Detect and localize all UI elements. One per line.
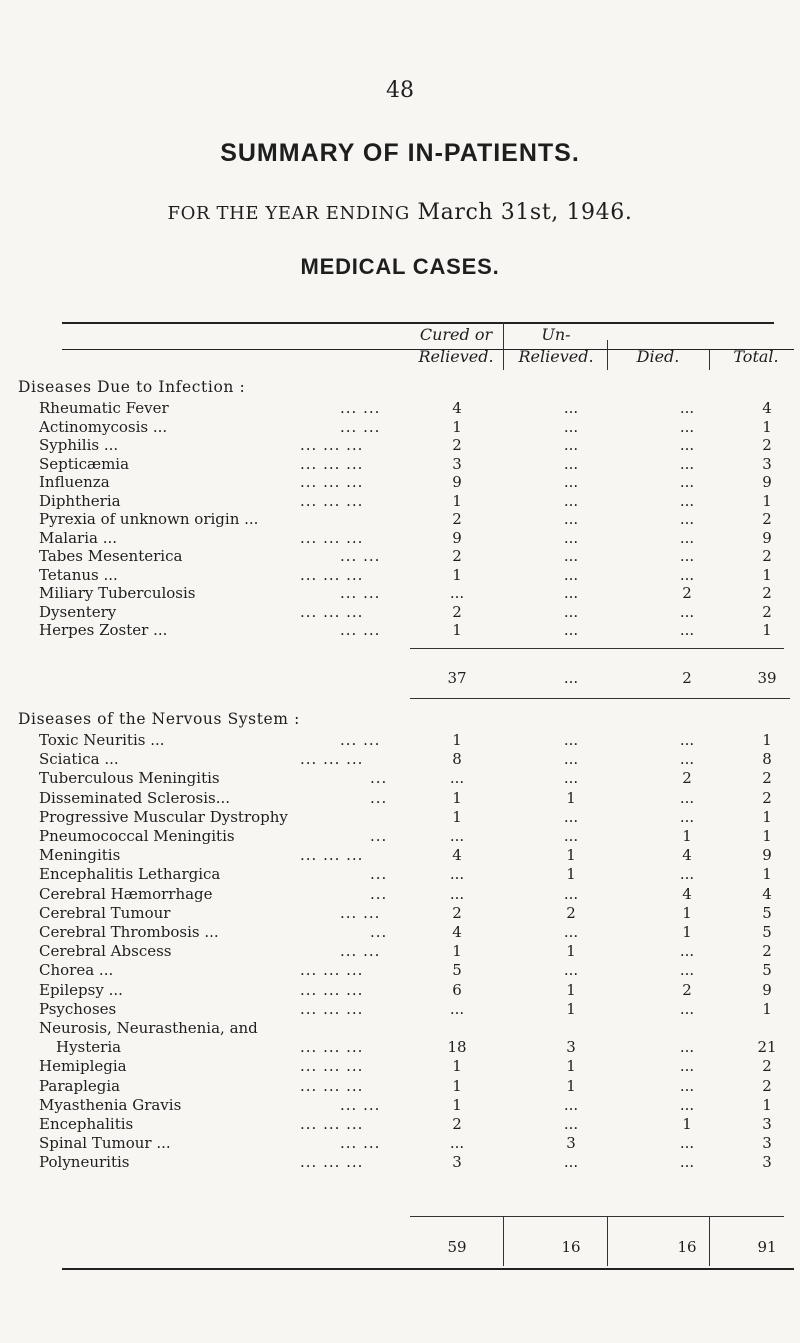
row-label: Encephalitis — [39, 1115, 134, 1133]
row-label: Myasthenia Gravis — [39, 1095, 182, 1114]
cell-died: ... — [679, 547, 695, 565]
cell-cured: ... — [449, 999, 465, 1018]
row-leader-dots: ... ... ... — [300, 999, 364, 1018]
subtotal-rule — [410, 648, 784, 649]
cell-unrelieved: ... — [563, 528, 579, 547]
column-header-unrelieved — [508, 324, 604, 368]
table-row — [0, 826, 800, 846]
cell-unrelieved: 1 — [566, 865, 576, 884]
row-label: Influenza — [39, 473, 110, 491]
cell-died: ... — [679, 417, 695, 436]
cell-unrelieved: ... — [563, 769, 579, 788]
row-label: Cerebral Thrombosis ... — [39, 923, 219, 941]
table-row — [0, 454, 800, 474]
report-period-month: March — [417, 200, 494, 225]
cell-total: 2 — [762, 602, 772, 621]
table-row — [0, 1018, 800, 1038]
cell-total: 5 — [762, 903, 772, 922]
cell-unrelieved: 1 — [566, 942, 576, 961]
cell-cured: 18 — [447, 1038, 467, 1057]
cell-cured: 1 — [452, 807, 462, 826]
row-label: Septicæmia — [39, 454, 130, 473]
row-leader-dots: ... ... — [340, 1134, 381, 1153]
cell-died: 4 — [682, 884, 692, 903]
table-row — [0, 730, 800, 750]
table-row — [0, 768, 800, 788]
table-row — [0, 528, 800, 548]
cell-unrelieved: 3 — [566, 1038, 576, 1057]
total-all: 39 — [757, 669, 777, 687]
cell-died: ... — [679, 750, 695, 769]
group-title-nervous-system: Diseases of the Nervous System : — [18, 710, 300, 728]
table-row — [0, 999, 800, 1019]
cell-died: 1 — [682, 903, 692, 922]
cell-unrelieved: ... — [563, 827, 579, 845]
table-row — [0, 398, 800, 418]
table-row — [0, 864, 800, 884]
cell-unrelieved: ... — [563, 1095, 579, 1114]
row-leader-dots: ... ... ... — [300, 454, 364, 473]
table-row — [0, 491, 800, 511]
cell-died: ... — [679, 1134, 695, 1153]
row-label: Syphilis ... — [39, 436, 119, 454]
subtotal-rule — [410, 698, 790, 699]
cell-cured: 5 — [452, 961, 462, 980]
table-row — [0, 922, 800, 942]
column-divider — [709, 350, 710, 370]
total-unrelieved: 16 — [561, 1238, 581, 1256]
cell-cured: 4 — [452, 923, 462, 941]
cell-total: 2 — [762, 788, 772, 807]
column-header-cured-line2: Relieved. — [418, 347, 494, 366]
cell-cured: 2 — [452, 1115, 462, 1133]
report-period-date: 31st, 1946. — [500, 200, 633, 225]
cell-cured: 1 — [452, 1057, 462, 1076]
cell-total: 1 — [762, 865, 772, 884]
cell-cured: 1 — [452, 621, 462, 639]
cell-unrelieved: 1 — [566, 788, 576, 807]
cell-total: 2 — [762, 436, 772, 454]
cell-cured: 3 — [452, 454, 462, 473]
report-period-prefix: FOR THE YEAR ENDING — [167, 203, 410, 224]
cell-unrelieved: 1 — [566, 846, 576, 865]
cell-died: 4 — [682, 846, 692, 865]
cell-cured: 3 — [452, 1153, 462, 1172]
cell-unrelieved: 2 — [566, 903, 576, 922]
row-label: Encephalitis Lethargica — [39, 865, 221, 884]
row-leader-dots: ... — [370, 865, 388, 884]
cell-cured: 1 — [452, 491, 462, 510]
table-row — [0, 903, 800, 923]
group-title-infection: Diseases Due to Infection : — [18, 378, 246, 396]
table-row — [0, 1056, 800, 1076]
cell-unrelieved: ... — [563, 436, 579, 454]
table-row — [0, 980, 800, 1000]
column-header-total — [712, 346, 800, 368]
cell-total: 1 — [762, 621, 772, 639]
cell-cured: 1 — [452, 788, 462, 807]
table-row — [0, 1037, 800, 1057]
cell-died: ... — [679, 565, 695, 584]
table-row — [0, 620, 800, 640]
cell-total: 1 — [762, 827, 772, 845]
cell-died: 2 — [682, 584, 692, 602]
row-leader-dots: ... ... ... — [300, 750, 364, 769]
table-row — [0, 788, 800, 808]
cell-died: ... — [679, 1057, 695, 1076]
cell-unrelieved: ... — [563, 565, 579, 584]
cell-total: 5 — [762, 961, 772, 980]
cell-cured: ... — [449, 584, 465, 602]
row-label: Chorea ... — [39, 961, 114, 980]
cell-total: 3 — [762, 1134, 772, 1153]
table-row — [0, 565, 800, 585]
table-row — [0, 472, 800, 492]
row-label: Meningitis — [39, 846, 121, 865]
row-label: Miliary Tuberculosis — [39, 584, 196, 602]
row-leader-dots: ... ... — [340, 399, 381, 417]
row-leader-dots: ... ... ... — [300, 1057, 364, 1076]
row-leader-dots: ... — [370, 923, 388, 941]
cell-died: ... — [679, 961, 695, 980]
cell-unrelieved: ... — [563, 491, 579, 510]
cell-total: 2 — [762, 769, 772, 788]
cell-cured: 2 — [452, 436, 462, 454]
table-row — [0, 583, 800, 603]
cell-unrelieved: 1 — [566, 1057, 576, 1076]
cell-unrelieved: 1 — [566, 1076, 576, 1095]
column-divider — [607, 340, 608, 370]
cell-died: ... — [679, 1038, 695, 1057]
row-label: Cerebral Hæmorrhage — [39, 884, 213, 903]
cell-cured: 2 — [452, 510, 462, 528]
table-row — [0, 602, 800, 622]
table-row — [0, 1133, 800, 1153]
row-label: Actinomycosis ... — [39, 417, 168, 436]
cell-total: 4 — [762, 884, 772, 903]
cell-died: ... — [679, 942, 695, 961]
table-row — [0, 546, 800, 566]
row-leader-dots: ... ... — [340, 584, 381, 602]
total-all: 91 — [757, 1238, 777, 1256]
table-row — [0, 1095, 800, 1115]
cell-cured: 8 — [452, 750, 462, 769]
row-label: Hysteria — [56, 1038, 122, 1057]
row-label: Pneumococcal Meningitis — [39, 827, 235, 845]
row-leader-dots: ... ... — [340, 547, 381, 565]
row-leader-dots: ... — [370, 788, 388, 807]
cell-total: 4 — [762, 399, 772, 417]
row-leader-dots: ... ... ... — [300, 1038, 364, 1057]
cell-died: ... — [679, 1153, 695, 1172]
cell-cured: 2 — [452, 903, 462, 922]
row-leader-dots: ... ... — [340, 1095, 381, 1114]
row-leader-dots: ... — [370, 884, 388, 903]
cell-cured: ... — [449, 884, 465, 903]
table-row — [0, 884, 800, 904]
cell-unrelieved: ... — [563, 510, 579, 528]
cell-died: ... — [679, 399, 695, 417]
cell-total: 3 — [762, 1115, 772, 1133]
row-leader-dots: ... ... ... — [300, 1076, 364, 1095]
row-label: Sciatica ... — [39, 750, 119, 769]
cell-died: ... — [679, 473, 695, 491]
cell-cured: 4 — [452, 399, 462, 417]
subtotal-rule — [410, 1216, 784, 1217]
cell-died: ... — [679, 602, 695, 621]
row-leader-dots: ... ... — [340, 621, 381, 639]
row-label: Cerebral Abscess — [39, 942, 172, 961]
row-label: Progressive Muscular Dystrophy — [39, 807, 288, 826]
row-label: Polyneuritis — [39, 1153, 130, 1172]
row-leader-dots: ... ... ... — [300, 961, 364, 980]
total-died: 2 — [682, 669, 692, 687]
cell-unrelieved: ... — [563, 961, 579, 980]
report-period — [0, 200, 800, 225]
cell-cured: 9 — [452, 473, 462, 491]
cell-died: ... — [679, 621, 695, 639]
row-label: Spinal Tumour ... — [39, 1134, 171, 1153]
row-label: Pyrexia of unknown origin ... — [39, 510, 259, 528]
cell-total: 1 — [762, 807, 772, 826]
row-leader-dots: ... ... ... — [300, 491, 364, 510]
cell-total: 3 — [762, 454, 772, 473]
table-row — [0, 960, 800, 980]
cell-unrelieved: ... — [563, 807, 579, 826]
cell-total: 9 — [762, 528, 772, 547]
page-title: SUMMARY OF IN-PATIENTS. — [220, 139, 580, 167]
cell-total: 21 — [757, 1038, 777, 1057]
column-header-died-label: Died. — [636, 347, 680, 366]
cell-unrelieved: ... — [563, 547, 579, 565]
total-cured: 59 — [447, 1238, 467, 1256]
row-leader-dots: ... ... ... — [300, 980, 364, 999]
group-total-nervous-system — [0, 1236, 800, 1258]
cell-total: 9 — [762, 473, 772, 491]
row-label: Disseminated Sclerosis... — [39, 788, 231, 807]
cell-cured: 1 — [452, 731, 462, 749]
row-label: Rheumatic Fever — [39, 399, 169, 417]
cell-unrelieved: ... — [563, 750, 579, 769]
row-leader-dots: ... ... ... — [300, 1115, 364, 1133]
table-row — [0, 1114, 800, 1134]
cell-cured: ... — [449, 1134, 465, 1153]
row-leader-dots: ... ... — [340, 942, 381, 961]
column-header-unrelieved-line2: Relieved. — [518, 347, 594, 366]
cell-cured: ... — [449, 865, 465, 884]
row-label: Tetanus ... — [39, 565, 118, 584]
cell-total: 2 — [762, 1057, 772, 1076]
row-label: Psychoses — [39, 999, 117, 1018]
column-header-cured — [410, 324, 502, 368]
cell-total: 1 — [762, 417, 772, 436]
page-number: 48 — [386, 78, 414, 103]
cell-unrelieved: ... — [563, 454, 579, 473]
cell-cured: ... — [449, 769, 465, 788]
cell-unrelieved: ... — [563, 731, 579, 749]
table-row — [0, 1076, 800, 1096]
cell-total: 1 — [762, 999, 772, 1018]
cell-cured: 1 — [452, 1095, 462, 1114]
row-label: Cerebral Tumour — [39, 903, 171, 922]
cell-cured: 1 — [452, 417, 462, 436]
cell-died: ... — [679, 1095, 695, 1114]
row-leader-dots: ... ... ... — [300, 473, 364, 491]
cell-cured: 6 — [452, 980, 462, 999]
cell-cured: 1 — [452, 565, 462, 584]
cell-died: ... — [679, 454, 695, 473]
cell-total: 1 — [762, 565, 772, 584]
column-header-died — [612, 346, 704, 368]
cell-total: 9 — [762, 846, 772, 865]
cell-unrelieved: ... — [563, 923, 579, 941]
cell-died: 2 — [682, 769, 692, 788]
row-leader-dots: ... ... ... — [300, 528, 364, 547]
cell-died: ... — [679, 788, 695, 807]
table-row — [0, 417, 800, 437]
cell-unrelieved: ... — [563, 1115, 579, 1133]
cell-unrelieved: 1 — [566, 980, 576, 999]
row-label: Toxic Neuritis ... — [39, 731, 165, 749]
row-label: Paraplegia — [39, 1076, 121, 1095]
column-header-unrelieved-line1: Un- — [541, 325, 571, 344]
cell-total: 1 — [762, 491, 772, 510]
row-leader-dots: ... ... ... — [300, 846, 364, 865]
row-leader-dots: ... ... ... — [300, 436, 364, 454]
cell-total: 3 — [762, 1153, 772, 1172]
column-header-total-label: Total. — [733, 347, 779, 366]
cell-total: 8 — [762, 750, 772, 769]
row-label: Hemiplegia — [39, 1057, 127, 1076]
row-leader-dots: ... ... ... — [300, 1153, 364, 1172]
total-unrelieved: ... — [563, 669, 579, 687]
cell-died: 2 — [682, 980, 692, 999]
cell-unrelieved: ... — [563, 584, 579, 602]
row-leader-dots: ... ... ... — [300, 565, 364, 584]
cell-cured: 2 — [452, 602, 462, 621]
row-label: Tuberculous Meningitis — [39, 769, 220, 788]
table-row — [0, 749, 800, 769]
cell-unrelieved: ... — [563, 417, 579, 436]
row-leader-dots: ... ... ... — [300, 602, 364, 621]
section-title: MEDICAL CASES. — [300, 254, 500, 279]
cell-died: ... — [679, 865, 695, 884]
cell-unrelieved: ... — [563, 602, 579, 621]
cell-died: ... — [679, 1076, 695, 1095]
cell-died: 1 — [682, 1115, 692, 1133]
table-row — [0, 941, 800, 961]
row-label: Herpes Zoster ... — [39, 621, 168, 639]
cell-died: ... — [679, 510, 695, 528]
cell-died: ... — [679, 999, 695, 1018]
total-cured: 37 — [447, 669, 467, 687]
group-total-infection — [0, 667, 800, 689]
row-leader-dots: ... — [370, 769, 388, 788]
cell-died: ... — [679, 436, 695, 454]
cell-died: ... — [679, 807, 695, 826]
row-label: Dysentery — [39, 602, 117, 621]
table-row — [0, 1152, 800, 1172]
cell-died: 1 — [682, 923, 692, 941]
cell-unrelieved: ... — [563, 1153, 579, 1172]
cell-total: 1 — [762, 1095, 772, 1114]
cell-cured: 1 — [452, 1076, 462, 1095]
cell-total: 2 — [762, 1076, 772, 1095]
table-bottom-rule — [62, 1268, 794, 1270]
total-died: 16 — [677, 1238, 697, 1256]
cell-total: 2 — [762, 584, 772, 602]
cell-cured: ... — [449, 827, 465, 845]
cell-unrelieved: ... — [563, 621, 579, 639]
table-row — [0, 845, 800, 865]
cell-unrelieved: 1 — [566, 999, 576, 1018]
cell-cured: 1 — [452, 942, 462, 961]
row-label: Tabes Mesenterica — [39, 547, 183, 565]
row-leader-dots: ... ... — [340, 731, 381, 749]
table-row — [0, 435, 800, 455]
table-row — [0, 807, 800, 827]
cell-total: 1 — [762, 731, 772, 749]
row-leader-dots: ... — [370, 827, 388, 845]
row-label: Diphtheria — [39, 491, 121, 510]
cell-died: ... — [679, 731, 695, 749]
row-leader-dots: ... ... — [340, 417, 381, 436]
cell-cured: 9 — [452, 528, 462, 547]
cell-unrelieved: ... — [563, 884, 579, 903]
cell-died: ... — [679, 491, 695, 510]
column-header-cured-line1: Cured or — [419, 325, 493, 344]
cell-died: ... — [679, 528, 695, 547]
cell-unrelieved: ... — [563, 399, 579, 417]
cell-total: 2 — [762, 547, 772, 565]
table-row — [0, 509, 800, 529]
cell-cured: 2 — [452, 547, 462, 565]
cell-total: 2 — [762, 942, 772, 961]
cell-total: 5 — [762, 923, 772, 941]
cell-total: 9 — [762, 980, 772, 999]
cell-unrelieved: ... — [563, 473, 579, 491]
row-label: Epilepsy ... — [39, 980, 123, 999]
cell-died: 1 — [682, 827, 692, 845]
row-label: Neurosis, Neurasthenia, and — [39, 1019, 258, 1037]
column-divider — [503, 322, 504, 370]
cell-total: 2 — [762, 510, 772, 528]
row-label: Malaria ... — [39, 528, 118, 547]
cell-cured: 4 — [452, 846, 462, 865]
cell-unrelieved: 3 — [566, 1134, 576, 1153]
row-leader-dots: ... ... — [340, 903, 381, 922]
